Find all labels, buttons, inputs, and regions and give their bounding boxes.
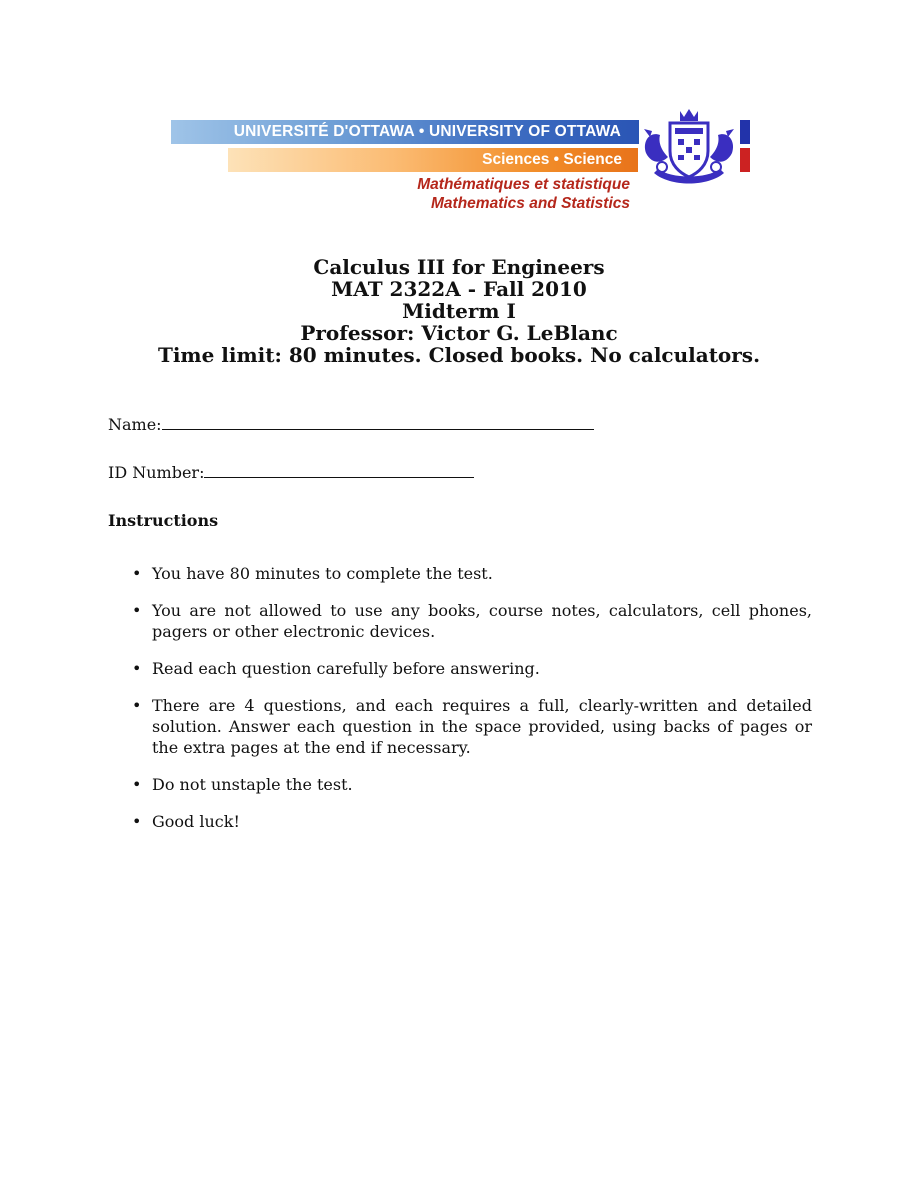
department-name-en: Mathematics and Statistics: [431, 195, 630, 212]
accent-red-block: [740, 148, 750, 172]
name-field[interactable]: [108, 415, 594, 435]
instruction-text: You have 80 minutes to complete the test.: [152, 564, 493, 583]
name-blank-line[interactable]: [162, 415, 594, 430]
id-number-blank-line[interactable]: [204, 463, 474, 478]
bullet-icon: •: [132, 812, 142, 831]
university-header: [0, 0, 918, 230]
accent-blue-block: [740, 120, 750, 144]
department-name: [380, 175, 630, 213]
instruction-text: Read each question carefully before answering.: [152, 659, 540, 678]
professor-name: Professor: Victor G. LeBlanc: [300, 321, 618, 345]
list-item: [108, 695, 812, 758]
name-label: Name:: [108, 415, 162, 434]
exam-name: Midterm I: [402, 299, 516, 323]
bullet-icon: •: [132, 775, 142, 794]
department-name-fr: Mathématiques et statistique: [417, 176, 630, 193]
instruction-text: You are not allowed to use any books, course notes, calculators, cell phones, pagers or other electronic devices.: [152, 601, 812, 641]
list-item: [108, 600, 812, 642]
university-name-bar: [171, 120, 639, 144]
instructions-heading: Instructions: [108, 511, 219, 530]
course-code-term: MAT 2322A - Fall 2010: [331, 277, 587, 301]
list-item: [108, 563, 812, 584]
list-item: [108, 811, 812, 832]
instruction-text: There are 4 questions, and each requires a full, clearly-written and detailed solution. Answer each question in the space provided, using backs of pages or the extra pages at the end if necessary.: [152, 696, 812, 757]
exam-title-block: [0, 256, 918, 366]
bullet-icon: •: [132, 696, 142, 715]
id-number-label: ID Number:: [108, 463, 205, 482]
course-title: Calculus III for Engineers: [313, 255, 605, 279]
bullet-icon: •: [132, 601, 142, 620]
exam-rules: Time limit: 80 minutes. Closed books. No calculators.: [157, 343, 761, 367]
university-name: UNIVERSITÉ D'OTTAWA • UNIVERSITY OF OTTAWA: [233, 123, 621, 140]
university-crest-icon: [640, 107, 738, 189]
faculty-name: Sciences • Science: [482, 151, 622, 168]
instruction-text: Good luck!: [152, 812, 240, 831]
instructions-list: [108, 563, 812, 848]
id-number-field[interactable]: [108, 463, 474, 483]
instruction-text: Do not unstaple the test.: [152, 775, 353, 794]
faculty-bar: [228, 148, 638, 172]
bullet-icon: •: [132, 659, 142, 678]
list-item: [108, 774, 812, 795]
list-item: [108, 658, 812, 679]
bullet-icon: •: [132, 564, 142, 583]
